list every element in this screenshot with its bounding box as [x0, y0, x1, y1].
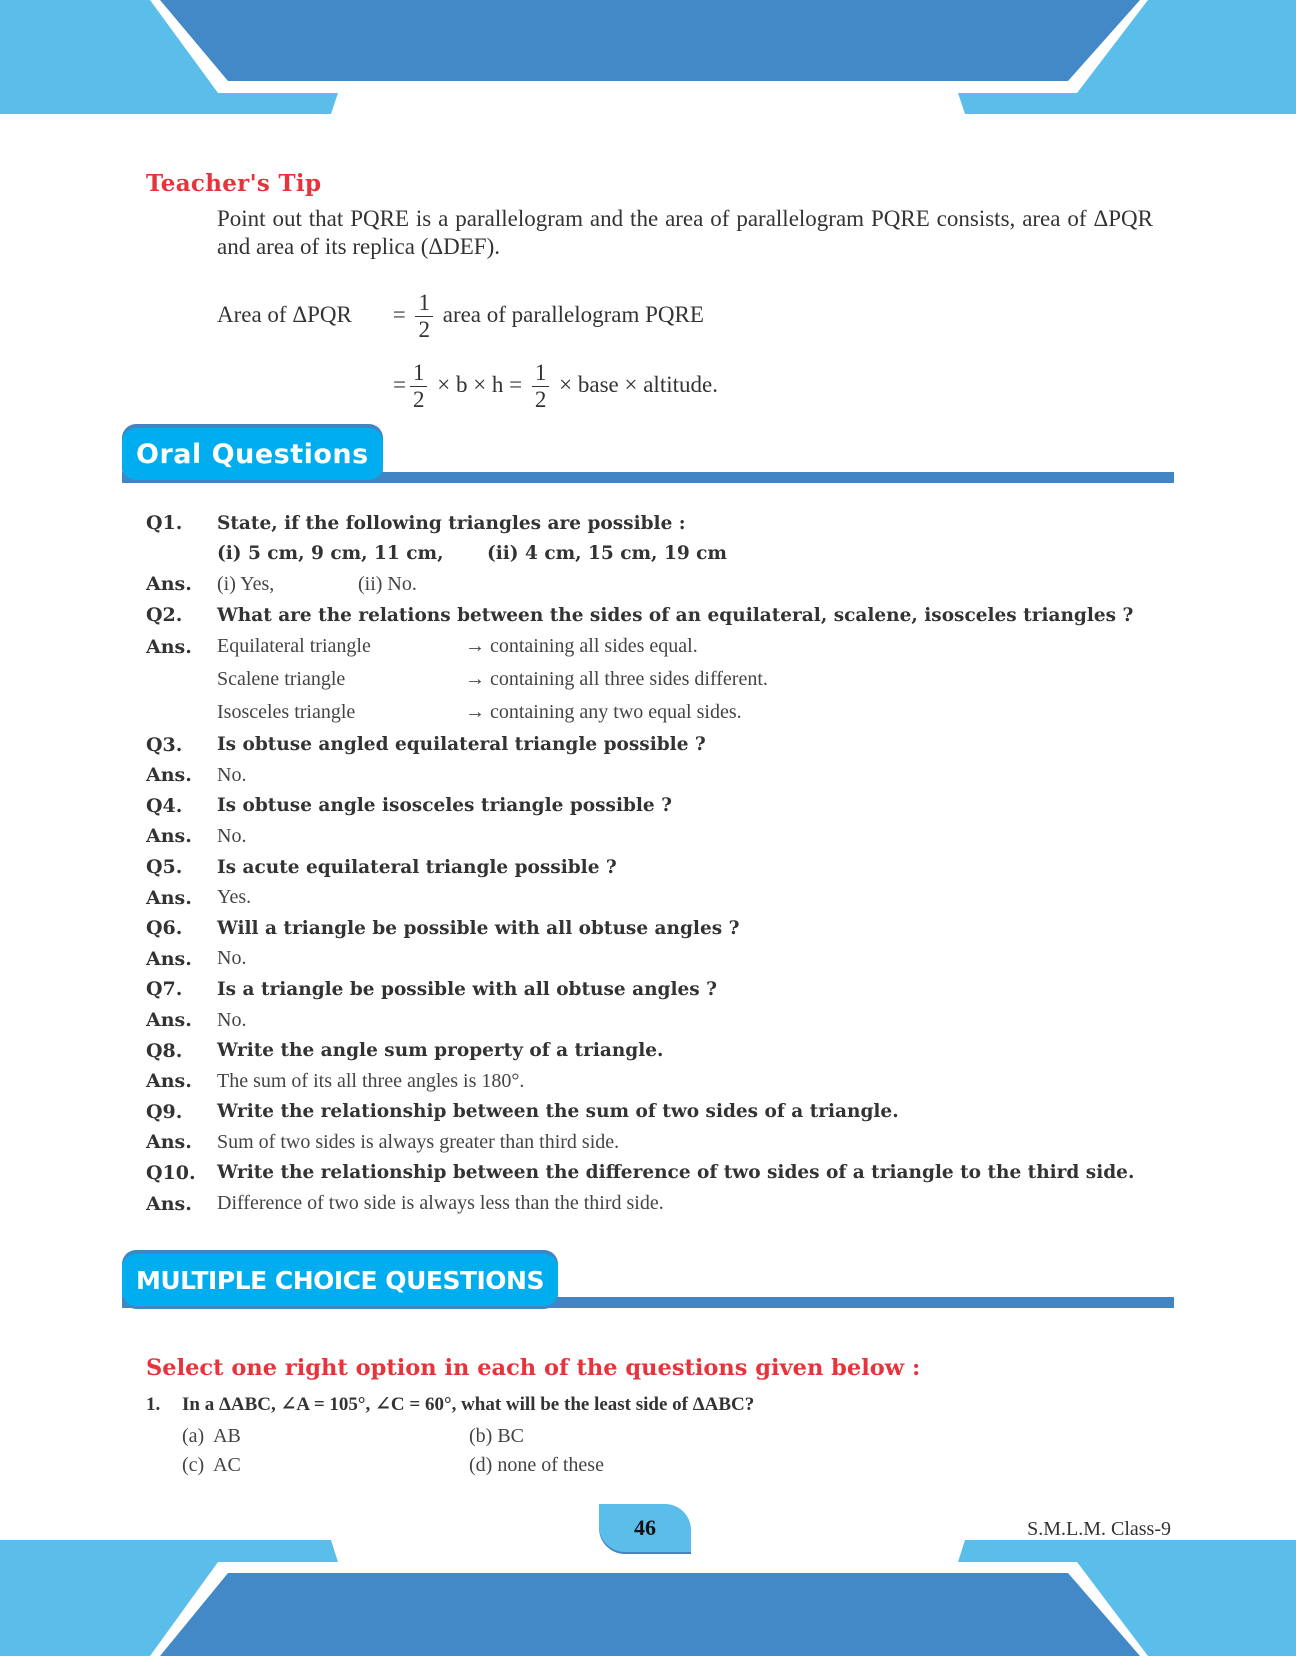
answer-row	[146, 821, 1176, 852]
question-text: Is acute equilateral triangle possible ?	[217, 856, 617, 878]
option-d[interactable]: (d) none of these	[469, 1454, 604, 1476]
fraction-half	[410, 360, 428, 413]
answer-row	[146, 696, 1176, 729]
question-row	[146, 508, 1176, 539]
page-number: 46	[599, 1504, 691, 1552]
formula-rest: area of parallelogram PQRE	[442, 301, 704, 327]
header-banner	[0, 0, 1296, 114]
formula-lhs: Area of ΔPQR	[217, 301, 352, 327]
question-text: Write the relationship between the sum of two sides of a triangle.	[217, 1101, 899, 1123]
formula-equals: =	[392, 301, 406, 327]
denominator: 2	[418, 317, 430, 342]
row-label: Ans.	[146, 1070, 192, 1093]
answer-text: No.	[217, 947, 247, 970]
numerator: 1	[415, 290, 433, 317]
answer-text: Scalene triangle	[217, 668, 346, 691]
question-row	[146, 974, 1176, 1005]
formula-mid: × b × h =	[437, 371, 523, 397]
question-row	[146, 1035, 1176, 1066]
option-a[interactable]: (a) AB	[182, 1425, 241, 1447]
formula-rest: × base × altitude.	[559, 371, 718, 397]
mcq-instruction: Select one right option in each of the questions given below :	[146, 1355, 921, 1381]
row-label: Q5.	[146, 856, 183, 879]
denominator: 2	[534, 387, 547, 412]
row-label: Q7.	[146, 978, 183, 1001]
answer-row	[146, 760, 1176, 791]
answer-text: No.	[217, 763, 247, 786]
row-label: Ans.	[146, 825, 192, 848]
mcq-question-1	[146, 1393, 754, 1416]
teachers-tip-title: Teacher's Tip	[146, 170, 322, 197]
question-row	[146, 600, 1176, 631]
question-text-part-2: (ii) 4 cm, 15 cm, 19 cm	[487, 543, 727, 565]
row-label: Q8.	[146, 1039, 183, 1062]
row-label: Ans.	[146, 1131, 192, 1154]
formula-line-2	[393, 360, 718, 413]
question-row	[146, 1158, 1176, 1189]
book-title: S.M.L.M. Class-9	[1027, 1518, 1171, 1540]
fraction-half	[532, 360, 550, 413]
row-label: Ans.	[146, 886, 192, 909]
row-label: Ans.	[146, 573, 192, 596]
answer-row	[146, 1066, 1176, 1097]
row-label: Q9.	[146, 1100, 183, 1123]
answer-text-part-2: → containing all sides equal.	[465, 635, 698, 658]
question-row	[146, 791, 1176, 822]
question-text: Write the angle sum property of a triangle.	[217, 1040, 664, 1062]
answer-row	[146, 944, 1176, 975]
question-text: Is obtuse angled equilateral triangle possible ?	[217, 734, 706, 756]
row-label: Q6.	[146, 917, 183, 940]
question-text: Will a triangle be possible with all obtuse angles ?	[217, 917, 740, 939]
row-label: Ans.	[146, 1192, 192, 1215]
row-label: Ans.	[146, 635, 192, 658]
question-row	[146, 729, 1176, 760]
answer-text: Isosceles triangle	[217, 701, 356, 724]
oral-questions-heading: Oral Questions	[122, 428, 383, 480]
answer-row	[146, 630, 1176, 663]
question-text: In a ΔABC, ∠A = 105°, ∠C = 60°, what will be the least side of ΔABC?	[182, 1394, 755, 1415]
row-label: Ans.	[146, 947, 192, 970]
formula-line-1	[217, 290, 704, 343]
question-text: State, if the following triangles are possible :	[217, 512, 686, 534]
row-label: Ans.	[146, 1009, 192, 1032]
answer-row	[146, 1005, 1176, 1036]
answer-row	[146, 569, 1176, 600]
answer-text-part-2: → containing all three sides different.	[465, 668, 768, 691]
numerator: 1	[410, 360, 428, 387]
question-row	[146, 1097, 1176, 1128]
mcq-heading: MULTIPLE CHOICE QUESTIONS	[122, 1254, 558, 1306]
answer-text: Yes.	[217, 886, 252, 909]
answer-text-part-2: → containing any two equal sides.	[465, 701, 742, 724]
numerator: 1	[532, 360, 550, 387]
row-label: Ans.	[146, 764, 192, 787]
question-text: Is a triangle be possible with all obtuse angles ?	[217, 978, 717, 1000]
row-label: Q2.	[146, 604, 183, 627]
question-text: Write the relationship between the difference of two sides of a triangle to the third side.	[217, 1162, 1135, 1184]
answer-text-part-2: (ii) No.	[358, 572, 417, 595]
answer-row	[146, 882, 1176, 913]
answer-row	[146, 663, 1176, 696]
row-label: Q3.	[146, 733, 183, 756]
answer-text: Equilateral triangle	[217, 635, 371, 658]
row-label: Q4.	[146, 794, 183, 817]
row-label: Q1.	[146, 512, 183, 535]
row-label: Q10.	[146, 1161, 196, 1184]
option-c[interactable]: (c) AC	[182, 1454, 241, 1476]
denominator: 2	[412, 387, 425, 412]
answer-text: Difference of two side is always less than the third side.	[217, 1192, 664, 1215]
question-row	[146, 852, 1176, 883]
question-text: What are the relations between the sides of an equilateral, scalene, isosceles triangles ?	[217, 604, 1134, 626]
teachers-tip-paragraph: Point out that PQRE is a parallelogram and the area of parallelogram PQRE consists, area of ΔPQR and area of its replica (ΔDEF).	[217, 206, 1153, 259]
oral-questions-list	[146, 508, 1176, 1219]
footer-banner	[0, 1540, 1296, 1656]
question-row	[146, 913, 1176, 944]
question-text: Is obtuse angle isosceles triangle possible ?	[217, 795, 672, 817]
answer-row	[146, 1188, 1176, 1219]
question-row	[146, 539, 1176, 570]
formula-equals: =	[393, 371, 406, 397]
option-b[interactable]: (b) BC	[469, 1425, 524, 1447]
answer-text: The sum of its all three angles is 180°.	[217, 1069, 525, 1092]
answer-text: (i) Yes,	[217, 572, 275, 595]
answer-row	[146, 1127, 1176, 1158]
question-text: (i) 5 cm, 9 cm, 11 cm,	[217, 543, 444, 565]
answer-text: Sum of two sides is always greater than third side.	[217, 1130, 620, 1153]
answer-text: No.	[217, 1008, 247, 1031]
question-number: 1.	[146, 1394, 161, 1415]
fraction-half	[415, 290, 433, 343]
answer-text: No.	[217, 824, 247, 847]
